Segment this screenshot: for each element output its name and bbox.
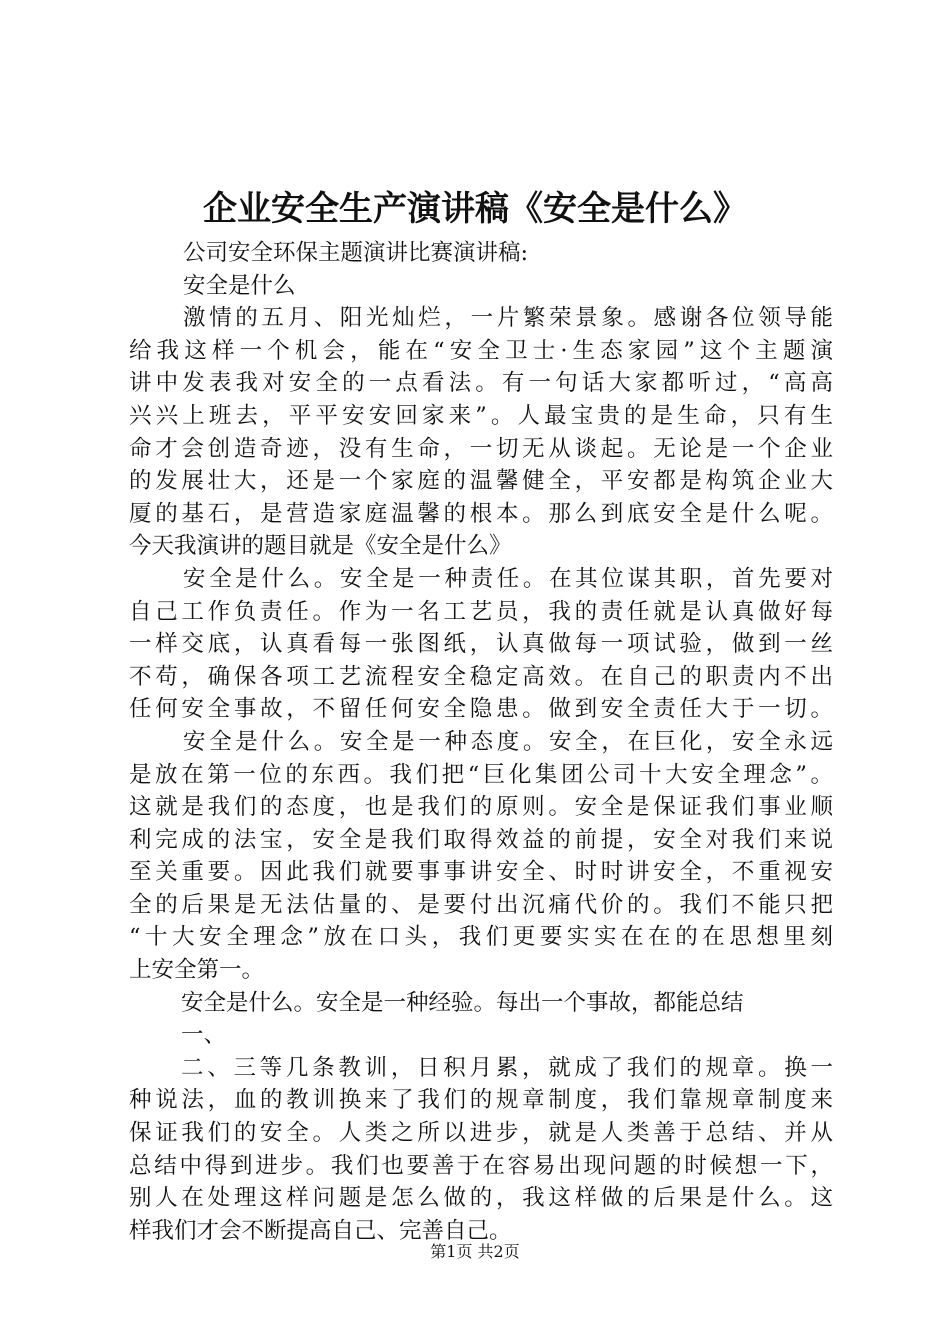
text-line: 是放在第一位的东西。我们把“巨化集团公司十大安全理念”。 [129,761,833,788]
text-line: 的发展壮大，还是一个家庭的温馨健全，平安都是构筑企业大 [129,468,833,495]
text-line: 今天我演讲的题目就是《安全是什么》 [129,533,512,560]
text-line: 全的后果是无法估量的、是要付出沉痛代价的。我们不能只把 [129,891,833,918]
text-line: 样我们才会不断提高自己、完善自己。 [129,1217,512,1244]
text-line: 任何安全事故，不留任何安全隐患。做到安全责任大于一切。 [129,696,833,723]
text-line: 种说法，血的教训换来了我们的规章制度，我们靠规章制度来 [129,1087,833,1114]
text-line: 命才会创造奇迹，没有生命，一切无从谈起。无论是一个企业 [129,435,833,462]
text-line: 公司安全环保主题演讲比赛演讲稿: [183,240,529,266]
text-line: 保证我们的安全。人类之所以进步，就是人类善于总结、并从 [129,1120,833,1147]
page-number-footer: 第1页 共2页 [430,1242,520,1261]
text-line: 别人在处理这样问题是怎么做的，我这样做的后果是什么。这 [129,1185,833,1212]
text-line: 这就是我们的态度，也是我们的原则。安全是保证我们事业顺 [129,794,833,821]
text-line: 一样交底，认真看每一张图纸，认真做每一项试验，做到一丝 [129,631,833,658]
text-line: 安全是什么。安全是一种态度。安全，在巨化，安全永远 [183,728,833,755]
text-line: 二、三等几条教训，日积月累，就成了我们的规章。换一 [181,1054,833,1081]
text-line: 上安全第一。 [129,957,265,984]
text-line: 厦的基石，是营造家庭温馨的根本。那么到底安全是什么呢。 [129,500,833,527]
document-body [129,237,833,1247]
text-line: 至关重要。因此我们就要事事讲安全、时时讲安全，不重视安 [129,859,833,886]
text-line: 安全是什么 [183,272,296,299]
text-line: 安全是什么。安全是一种责任。在其位谋其职，首先要对 [183,565,833,592]
text-line: 兴兴上班去，平平安安回家来”。人最宝贵的是生命，只有生 [129,402,833,429]
text-line: 不苟，确保各项工艺流程安全稳定高效。在自己的职责内不出 [129,663,833,690]
text-line: “十大安全理念”放在口头，我们更要实实在在的在思想里刻 [129,924,833,951]
text-line: 总结中得到进步。我们也要善于在容易出现问题的时候想一下， [129,1152,833,1179]
text-line: 安全是什么。安全是一种经验。每出一个事故，都能总结 [181,989,744,1016]
text-line: 一、 [181,1022,227,1049]
text-line: 激情的五月、阳光灿烂，一片繁荣景象。感谢各位领导能 [183,305,833,332]
text-line: 讲中发表我对安全的一点看法。有一句话大家都听过，“高高 [129,370,833,397]
text-line: 自己工作负责任。作为一名工艺员，我的责任就是认真做好每 [129,598,833,625]
text-line: 利完成的法宝，安全是我们取得效益的前提，安全对我们来说 [129,826,833,853]
text-line: 给我这样一个机会，能在“安全卫士·生态家园”这个主题演 [129,337,833,364]
page-title: 企业安全生产演讲稿《安全是什么》 [203,189,747,229]
